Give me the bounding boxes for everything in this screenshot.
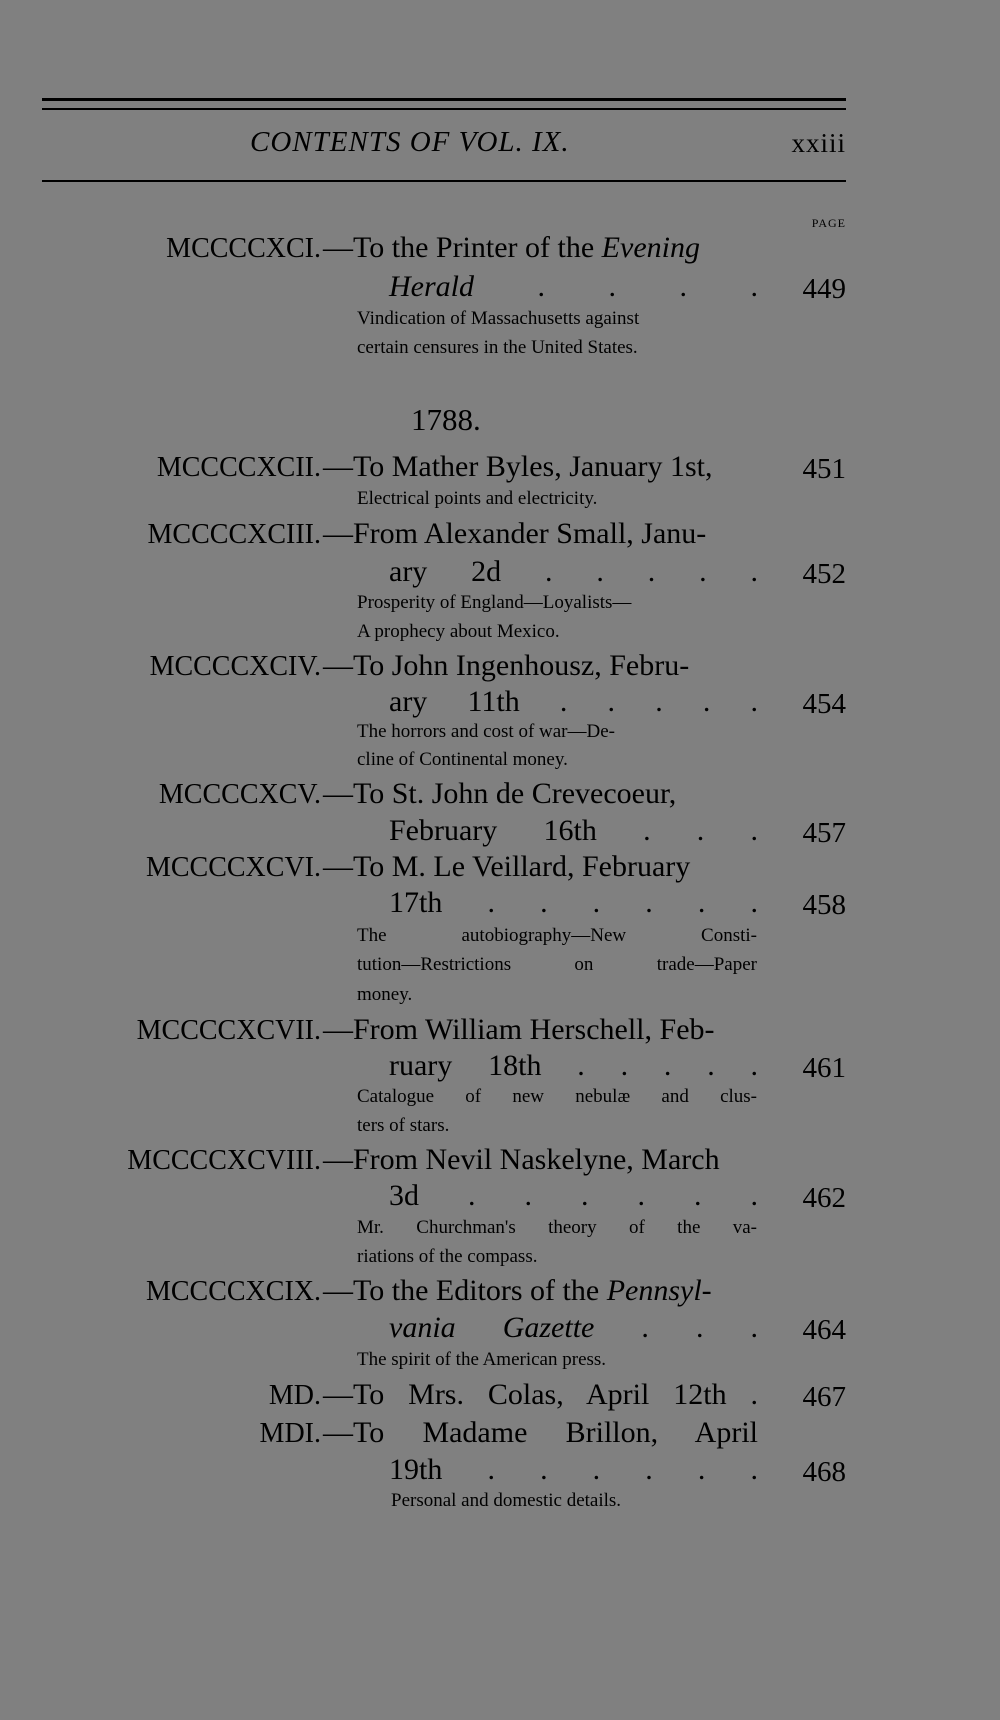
entry-title-continued: Herald . . . . (389, 270, 758, 303)
entry-summary: The spirit of the American press. (357, 1349, 607, 1370)
entry-title: —To John Ingenhousz, Febru- (323, 649, 690, 682)
entry-numeral: MCCCCXCIII. (147, 519, 321, 550)
entry-title-continued: ary 11th . . . . . (389, 685, 759, 718)
entry-numeral: MCCCCXCIX. (145, 1276, 321, 1307)
header-rule (42, 180, 846, 182)
running-head-title: CONTENTS OF VOL. IX. (250, 126, 570, 158)
entry-page-number: 464 (802, 1314, 846, 1346)
top-rule-inner (42, 108, 846, 110)
entry-numeral: MDI. (259, 1418, 321, 1449)
entry-page-number: 451 (802, 453, 846, 485)
entry-summary-continued: tution—Restrictions on trade—Paper (357, 954, 757, 975)
entry-title-continued: February 16th . . . (389, 814, 759, 847)
entry-page-number: 452 (802, 558, 846, 590)
entry-title: —To the Printer of the Evening (323, 231, 700, 264)
entry-numeral: MCCCCXCIV. (149, 651, 321, 682)
entry-page-number: 457 (802, 817, 846, 849)
page-column-label: PAGE (811, 216, 846, 230)
entry-title: —To M. Le Veillard, February (323, 850, 691, 883)
entry-title-continued: 17th . . . . . . (389, 886, 758, 919)
entry-summary: Electrical points and electricity. (357, 488, 598, 509)
year-heading: 1788. (411, 402, 481, 437)
entry-title: —To Mrs. Colas, April 12th . (323, 1378, 758, 1411)
entry-title: —To the Editors of the Pennsyl- (323, 1274, 712, 1307)
entry-numeral: MCCCCXCV. (158, 779, 321, 810)
entry-summary-continued: A prophecy about Mexico. (357, 621, 560, 642)
entry-title: —To St. John de Crevecoeur, (323, 777, 677, 810)
entry-numeral: MCCCCXCVIII. (127, 1145, 321, 1176)
entry-summary: Personal and domestic details. (391, 1490, 622, 1511)
entry-title-continued: ary 2d . . . . . (389, 555, 759, 588)
entry-numeral: MCCCCXCII. (156, 452, 321, 483)
entry-summary: The horrors and cost of war—De- (357, 721, 615, 742)
entry-page-number: 467 (802, 1381, 846, 1413)
entry-title: —From William Herschell, Feb- (323, 1013, 715, 1046)
entry-numeral: MD. (268, 1380, 321, 1411)
entry-page-number: 454 (802, 688, 846, 720)
entry-summary: Prosperity of England—Loyalists— (357, 592, 632, 613)
entry-numeral: MCCCCXCVI. (145, 852, 321, 883)
entry-summary-continued: riations of the compass. (357, 1246, 538, 1267)
entry-summary-continued: ters of stars. (357, 1115, 450, 1136)
entry-title-continued: ruary 18th . . . . . (389, 1049, 759, 1082)
entry-summary-continued: cline of Continental money. (357, 749, 568, 770)
running-head-page-number: xxiii (791, 128, 846, 158)
entry-summary: Vindication of Massachusetts against (357, 308, 640, 329)
top-rule (42, 98, 846, 101)
entry-title: —From Nevil Naskelyne, March (323, 1143, 720, 1176)
entry-summary: Mr. Churchman's theory of the va- (357, 1217, 757, 1238)
entry-numeral: MCCCCXCI. (166, 233, 321, 264)
entry-page-number: 462 (802, 1182, 846, 1214)
entry-title: —To Mather Byles, January 1st, (323, 450, 713, 483)
entry-page-number: 461 (802, 1052, 846, 1084)
entry-page-number: 458 (802, 889, 846, 921)
entry-numeral: MCCCCXCVII. (136, 1015, 321, 1046)
entry-title: —To Madame Brillon, April (323, 1416, 758, 1449)
entry-summary-continued: certain censures in the United States. (357, 337, 638, 358)
entry-summary: Catalogue of new nebulæ and clus- (357, 1086, 757, 1107)
entry-title-continued: 19th . . . . . . (389, 1453, 758, 1486)
entry-summary-continued: money. (357, 984, 413, 1005)
entry-title: —From Alexander Small, Janu- (323, 517, 707, 550)
entry-title-continued: 3d . . . . . . (389, 1179, 758, 1212)
entry-page-number: 449 (802, 273, 846, 305)
entry-summary: The autobiography—New Consti- (357, 925, 757, 946)
entry-title-continued: vania Gazette . . . (389, 1311, 759, 1344)
entry-page-number: 468 (802, 1456, 846, 1488)
